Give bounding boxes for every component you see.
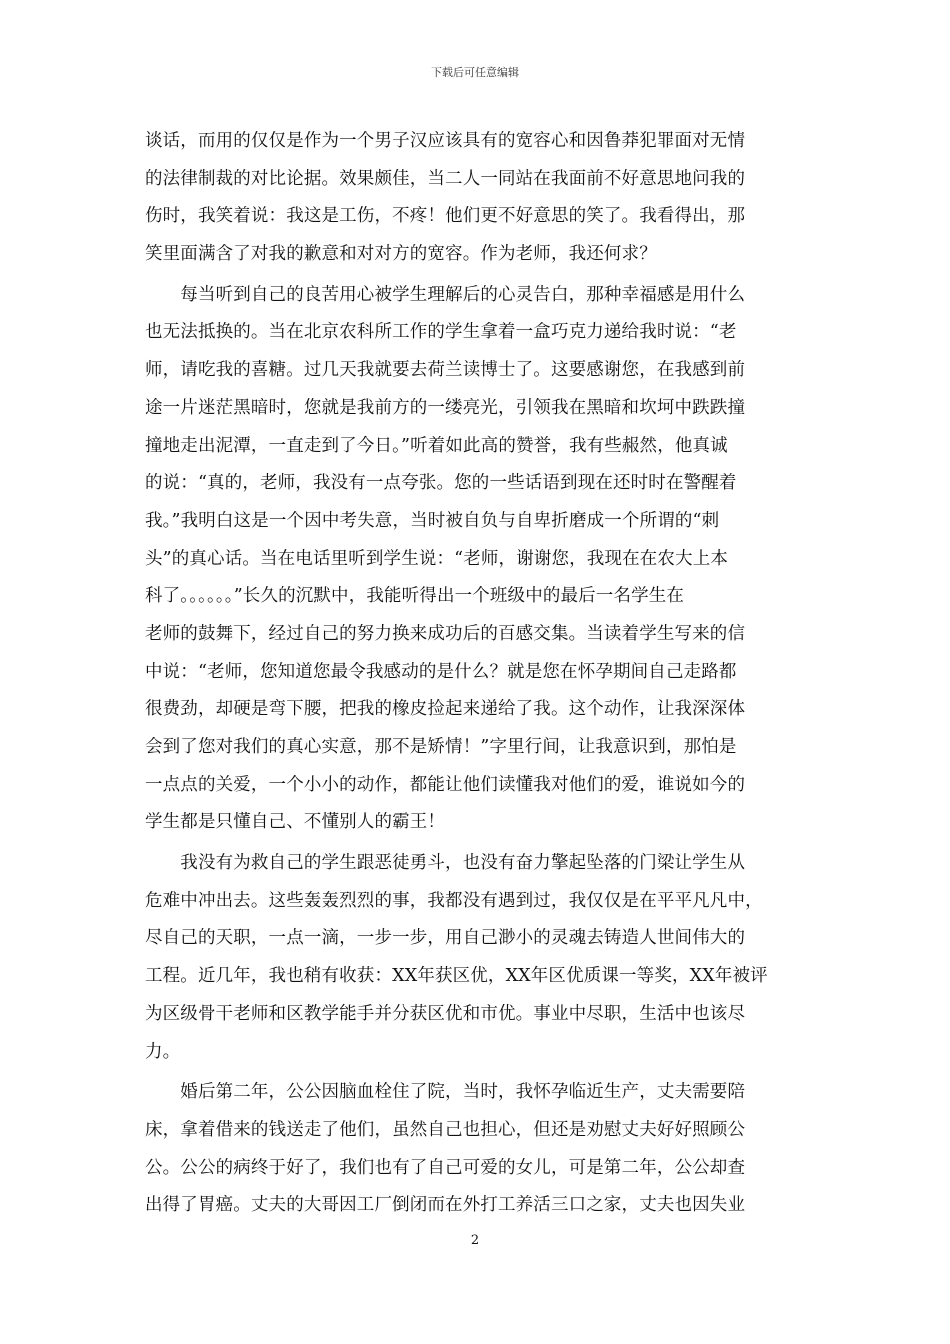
- text-line: 我没有为救自己的学生跟恶徒勇斗，也没有奋力擎起坠落的门梁让学生从: [145, 853, 746, 874]
- text-line: 师，请吃我的喜糖。过几天我就要去荷兰读博士了。这要感谢您，在我感到前: [145, 360, 746, 381]
- page-number: 2: [470, 1233, 480, 1248]
- text-line: 的说：“真的，老师，我没有一点夸张。您的一些话语到现在还时时在警醒着: [145, 473, 737, 494]
- text-line: 科了。。。。。。”长久的沉默中，我能听得出一个班级中的最后一名学生在: [145, 586, 685, 607]
- text-line: 我。”我明白这是一个因中考失意，当时被自负与自卑折磨成一个所谓的“刺: [145, 510, 720, 531]
- text-line: 的法律制裁的对比论据。效果颇佳，当二人一同站在我面前不好意思地问我的: [145, 168, 746, 189]
- text-line: 会到了您对我们的真心实意，那不是矫情！”字里行间，让我意识到，那怕是: [145, 737, 737, 757]
- text-line: 出得了胃癌。丈夫的大哥因工厂倒闭而在外打工养活三口之家，丈夫也因失业: [145, 1195, 746, 1216]
- text-line: 老师的鼓舞下，经过自己的努力换来成功后的百感交集。当读着学生写来的信: [145, 623, 746, 644]
- text-line: 力。: [145, 1041, 181, 1062]
- text-line: 伤时，我笑着说：我这是工伤，不疼！他们更不好意思的笑了。我看得出，那: [145, 206, 746, 227]
- text-line: 工程。近几年，我也稍有收获：XX年获区优，XX年区优质课一等奖，XX年被评: [145, 966, 768, 987]
- text-line: 学生都是只懂自己、不懂别人的霸王！: [145, 812, 446, 833]
- text-line: 撞地走出泥潭，一直走到了今日。”听着如此高的赞誉，我有些赧然，他真诚: [145, 435, 728, 456]
- text-line: 一点点的关爱，一个小小的动作，都能让他们读懂我对他们的爱，谁说如今的: [145, 774, 746, 795]
- text-line: 头”的真心话。当在电话里听到学生说：“老师，谢谢您，我现在在农大上本: [145, 548, 728, 569]
- text-line: 很费劲，却硬是弯下腰，把我的橡皮捡起来递给了我。这个动作，让我深深体: [145, 699, 746, 720]
- text-line: 中说：“老师，您知道您最令我感动的是什么？就是您在怀孕期间自己走路都: [145, 661, 737, 682]
- text-line: 为区级骨干老师和区教学能手并分获区优和市优。事业中尽职，生活中也该尽: [145, 1003, 746, 1024]
- page-header: 下载后可任意编辑: [431, 66, 519, 79]
- text-line: 谈话，而用的仅仅是作为一个男子汉应该具有的宽容心和因鲁莽犯罪面对无情: [145, 131, 746, 151]
- text-line: 危难中冲出去。这些轰轰烈烈的事，我都没有遇到过，我仅仅是在平平凡凡中，: [145, 890, 763, 911]
- text-line: 婚后第二年，公公因脑血栓住了院，当时，我怀孕临近生产，丈夫需要陪: [145, 1082, 746, 1103]
- text-line: 每当听到自己的良苦用心被学生理解后的心灵告白，那种幸福感是用什么: [145, 284, 746, 305]
- text-line: 途一片迷茫黑暗时，您就是我前方的一缕亮光，引领我在黑暗和坎坷中跌跌撞: [145, 397, 746, 418]
- text-line: 笑里面满含了对我的歉意和对对方的宽容。作为老师，我还何求？: [145, 244, 657, 265]
- text-line: 尽自己的天职，一点一滴，一步一步，用自己渺小的灵魂去铸造人世间伟大的: [145, 928, 746, 949]
- text-line: 床，拿着借来的钱送走了他们，虽然自己也担心，但还是劝慰丈夫好好照顾公: [145, 1119, 746, 1140]
- text-line: 公。公公的病终于好了，我们也有了自己可爱的女儿，可是第二年，公公却查: [145, 1157, 746, 1178]
- document-body: [145, 123, 807, 1225]
- text-line: 也无法抵换的。当在北京农科所工作的学生拿着一盒巧克力递给我时说：“老: [145, 322, 737, 343]
